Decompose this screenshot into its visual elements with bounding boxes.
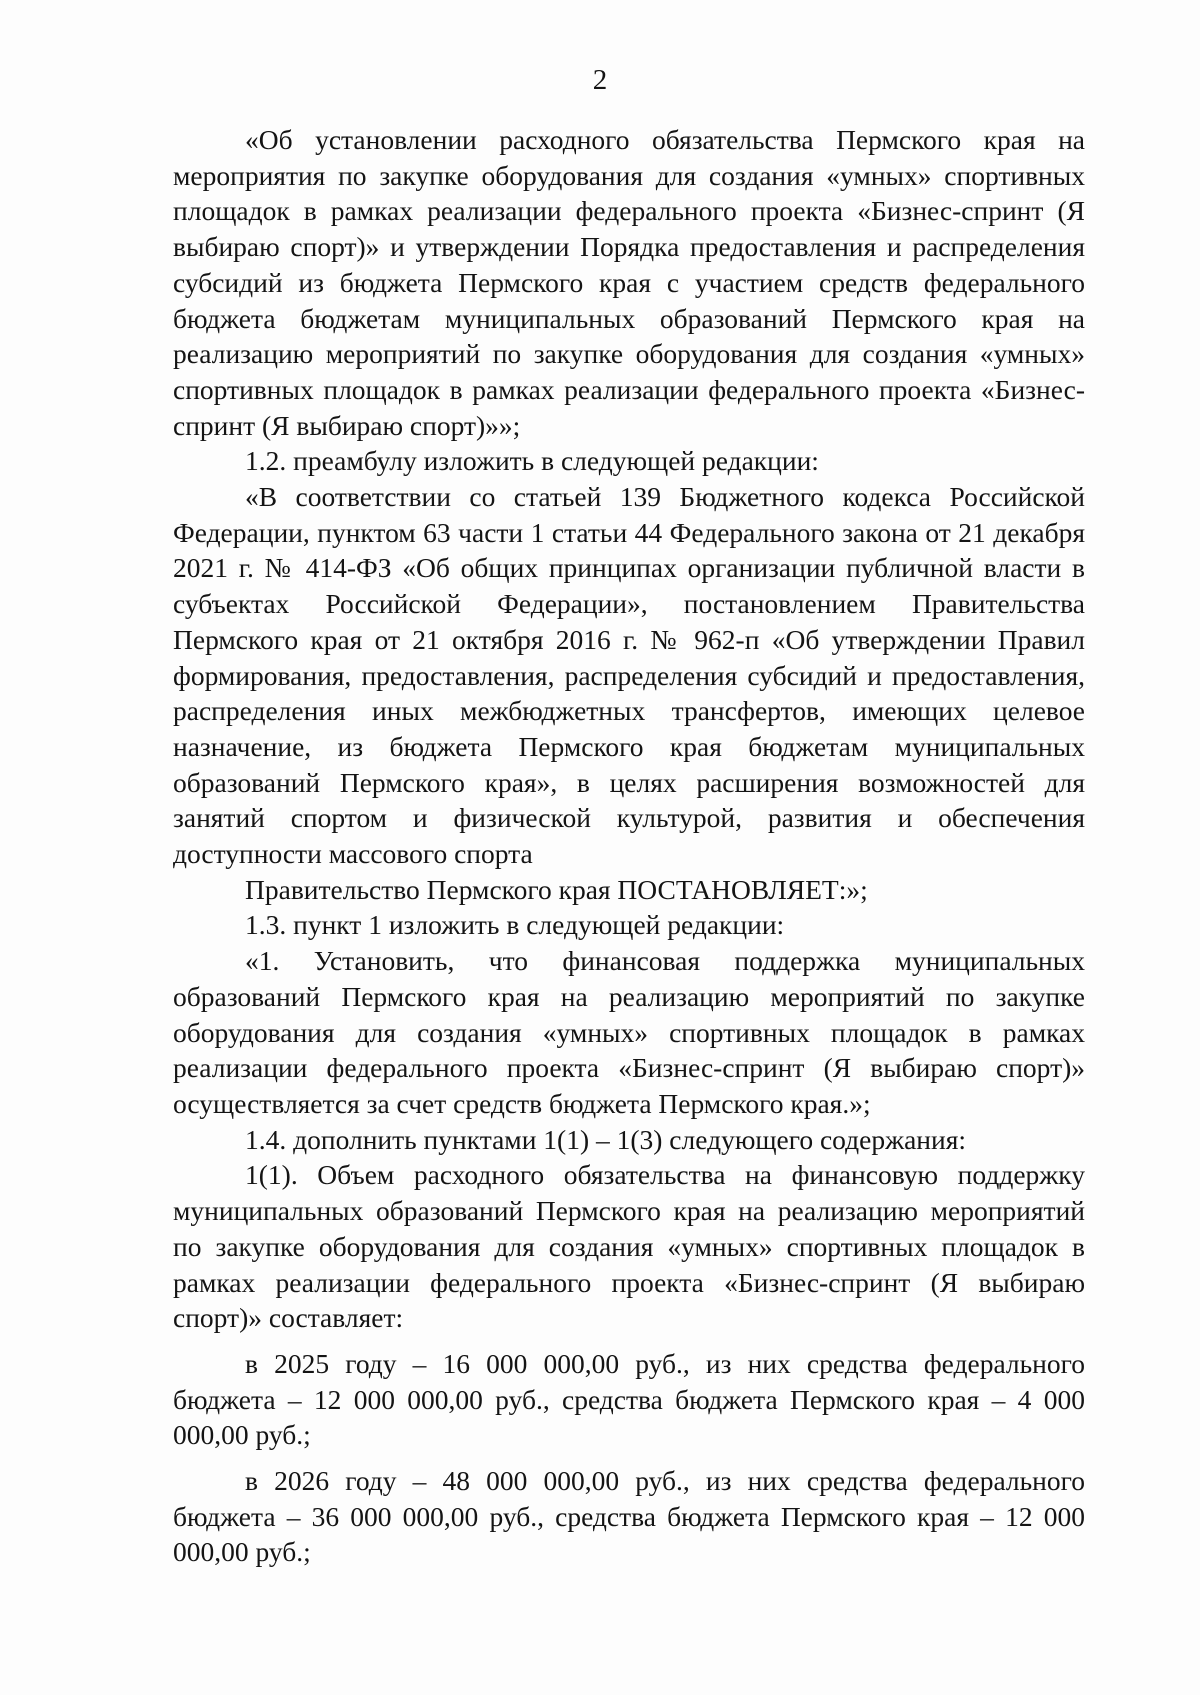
paragraph-title-quote: «Об установлении расходного обязательства Пермского края на мероприятия по закупке оборудования для создания «умных» спортивных площадок в рамках реализации федерального проекта «Бизнес-спринт (Я выбираю спорт)» и утверждении Порядка предоставления и распределения субсидий из бюджета Пермского края с участием средств федерального бюджета бюджетам муниципальных образований Пермского края на реализацию мероприятий по закупке оборудования для создания «умных» спортивных площадок в рамках реализации федерального проекта «Бизнес-спринт (Я выбираю спорт)»»; — [173, 124, 1085, 441]
paragraph-preamble: «В соответствии со статьей 139 Бюджетного кодекса Российской Федерации, пунктом 63 части 1 статьи 44 Федерального закона от 21 декабря 2021 г. № 414-ФЗ «Об общих принципах организации публичной власти в субъектах Российской Федерации», постановлением Правительства Пермского края от 21 октября 2016 г. № 962-п «Об утверждении Правил формирования, предоставления, распределения субсидий и предоставления, распределения иных межбюджетных трансфертов, имеющих целевое назначение, из бюджета Пермского края бюджетам муниципальных образований Пермского края», в целях расширения возможностей для занятий спортом и физической культурой, развития и обеспечения доступности массового спорта — [173, 481, 1085, 870]
paragraph-year-2025: в 2025 году – 16 000 000,00 руб., из них средства федерального бюджета – 12 000 000,00 руб., средства бюджета Пермского края – 4 000 000,00 руб.; — [173, 1347, 1085, 1451]
page-number: 2 — [592, 64, 608, 96]
paragraph-resolves: Правительство Пермского края ПОСТАНОВЛЯЕТ:»; — [245, 873, 868, 905]
paragraph-year-2026: в 2026 году – 48 000 000,00 руб., из них средства федерального бюджета – 36 000 000,00 руб., средства бюджета Пермского края – 12 000 000,00 руб.; — [173, 1465, 1085, 1568]
paragraph-item-1-3: 1.3. пункт 1 изложить в следующей редакции: — [245, 909, 785, 941]
paragraph-point-1: «1. Установить, что финансовая поддержка муниципальных образований Пермского края на реализацию мероприятий по закупке оборудования для создания «умных» спортивных площадок в рамках реализации федерального проекта «Бизнес-спринт (Я выбираю спорт)» осуществляется за счет средств бюджета Пермского края.»; — [173, 945, 1085, 1119]
paragraph-item-1-4: 1.4. дополнить пунктами 1(1) – 1(3) следующего содержания: — [245, 1123, 967, 1155]
paragraph-point-1-1: 1(1). Объем расходного обязательства на финансовую поддержку муниципальных образований Пермского края на реализацию мероприятий по закупке оборудования для создания «умных» спортивных площадок в рамках реализации федерального проекта «Бизнес-спринт (Я выбираю спорт)» составляет: — [173, 1159, 1085, 1334]
document-body — [173, 122, 1085, 1570]
paragraph-item-1-2: 1.2. преамбулу изложить в следующей редакции: — [245, 445, 819, 477]
